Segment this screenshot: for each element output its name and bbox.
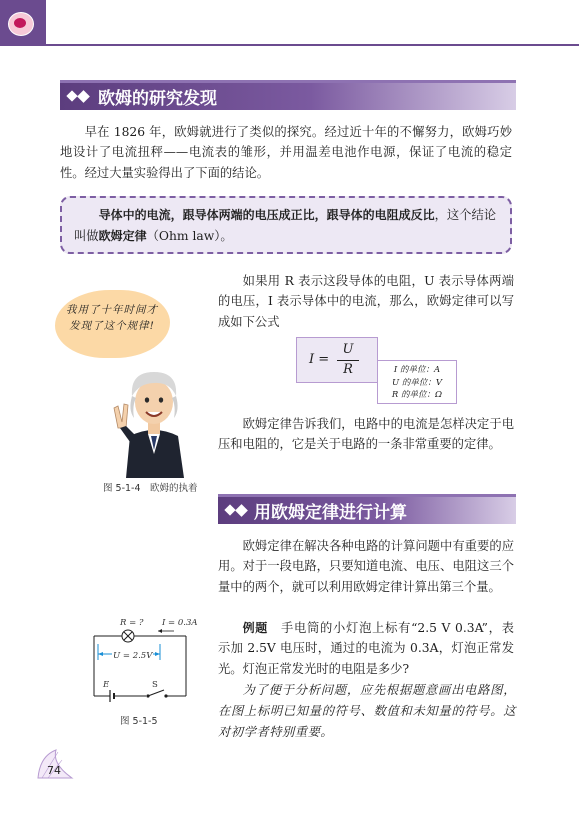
- law-statement-bold: 导体中的电流，跟导体两端的电压成正比，跟导体的电阻成反比: [98, 208, 435, 222]
- ohm-formula-box: [296, 337, 378, 383]
- unit-current: I 的单位：A: [393, 365, 441, 375]
- ohm-law-statement-box: [60, 196, 512, 254]
- example-problem: [218, 618, 514, 679]
- circuit-label-s: S: [152, 680, 158, 690]
- page-number: 74: [47, 764, 61, 777]
- section-header-calculation: [218, 494, 516, 524]
- header-rule: [46, 44, 579, 46]
- law-name: 欧姆定律: [98, 229, 147, 243]
- circuit-caption: 图 5-1-5: [120, 716, 158, 727]
- formula-explanation-paragraph: 欧姆定律告诉我们，电路中的电流是怎样决定于电压和电阻的，它是关于电路的一条非常重要的定律。: [218, 417, 514, 452]
- circuit-label-i: I = 0.3A: [162, 618, 198, 628]
- section-title: 欧姆的研究发现: [98, 89, 217, 109]
- unit-voltage: U 的单位：V: [391, 377, 442, 388]
- formula-denominator: R: [343, 362, 353, 377]
- circuit-label-u: U = 2.5V: [113, 651, 153, 661]
- diamond-bullet-icon: [226, 503, 256, 517]
- calculation-intro-paragraph: 欧姆定律在解决各种电路的计算问题中有重要的应用。对于一段电路，只要知道电流、电压、电阻这三个量中的两个，就可以利用欧姆定律计算出第三个量。: [218, 539, 514, 594]
- units-box: [377, 360, 457, 404]
- section-header-ohm-discovery: [60, 80, 516, 110]
- circuit-label-r: R = ?: [120, 618, 144, 628]
- law-english-name: （Ohm law）。: [146, 229, 233, 243]
- circuit-label-e: E: [103, 680, 110, 690]
- diamond-bullet-icon: [68, 89, 98, 103]
- intro-paragraph: 早在 1826 年，欧姆就进行了类似的探究。经过近十年的不懈努力，欧姆巧妙地设计了电流扭秤——电流表的雏形，并用温差电池作电源，保证了电流的稳定性。经过大量实验得出了下面的结论。: [60, 125, 512, 180]
- formula-lhs: I =: [309, 352, 330, 367]
- ohm-portrait-illustration: [108, 350, 200, 478]
- fraction-bar: [337, 360, 359, 361]
- example-label: 例题: [242, 621, 269, 635]
- snail-logo-shell-icon: [14, 18, 26, 28]
- figure-caption: 图 5-1-4 欧姆的执着: [103, 483, 198, 494]
- example-text: 手电筒的小灯泡上标有“2.5 V 0.3A”，表示加 2.5V 电压时，通过的电流为 0.3A，灯泡正常发光。灯泡正常发光时的电阻是多少?: [218, 621, 514, 676]
- section-title: 用欧姆定律进行计算: [254, 503, 407, 523]
- formula-intro-paragraph: 如果用 R 表示这段导体的电阻，U 表示导体两端的电压，I 表示导体中的电流，那么，欧姆定律可以写成如下公式: [218, 274, 514, 329]
- formula-numerator: U: [342, 342, 354, 357]
- speech-bubble-text: 我用了十年时间才发现了这个规律!: [66, 304, 158, 332]
- unit-resistance: R 的单位：Ω: [391, 390, 443, 400]
- page-header: [0, 0, 579, 46]
- law-statement-tail: ，这个结论叫做: [74, 208, 497, 243]
- hint-paragraph: 为了便于分析问题，应先根据题意画出电路图，在图上标明已知量的符号、数值和未知量的符号。这对初学者特别重要。: [218, 683, 516, 739]
